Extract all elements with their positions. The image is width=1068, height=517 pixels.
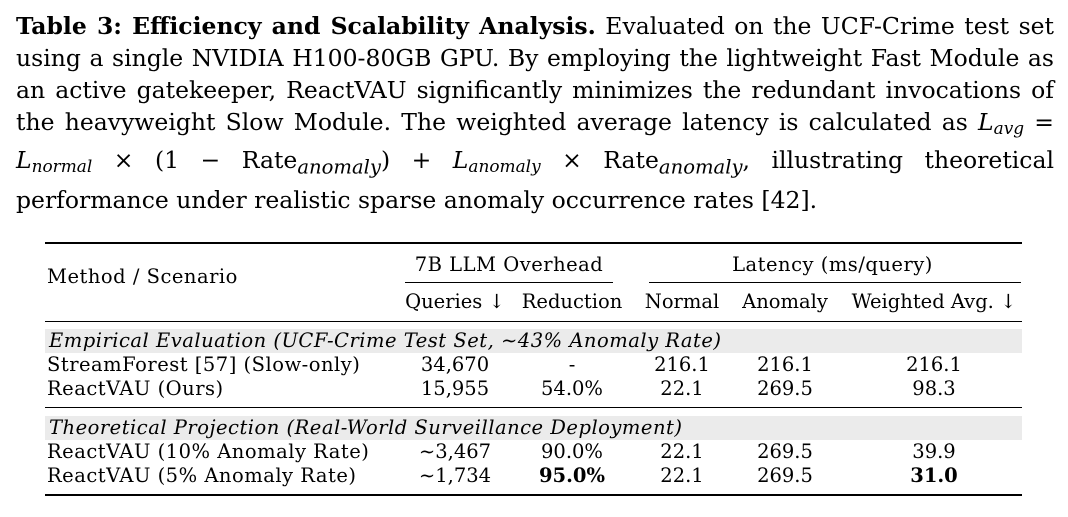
row-normal: 22.1 bbox=[660, 464, 704, 487]
section-rule bbox=[45, 407, 1022, 408]
row-reduction-best: 95.0% bbox=[538, 464, 606, 487]
row-queries: 15,955 bbox=[420, 377, 490, 400]
header-queries: Queries ↓ bbox=[405, 290, 505, 313]
row-normal: 22.1 bbox=[660, 440, 704, 463]
row-weighted: 216.1 bbox=[906, 353, 962, 376]
formula-lanomaly: $L_{anomaly}$ bbox=[452, 146, 541, 177]
formula-rate-1: Rate$_{anomaly}$ bbox=[241, 146, 381, 179]
row-reduction: 54.0% bbox=[541, 377, 603, 400]
section-theoretical: Theoretical Projection (Real-World Surveillance Deployment) bbox=[49, 416, 683, 439]
caption-text-1: Evaluated on the UCF-Crime test set using a single NVIDIA H100-80GB GPU. By employing the lightweight Fast Module as an active gatekeeper, ReactVAU significantly minimizes the redundant invocations of the heavyweight Slow Module. The weighted average latency is calculated as bbox=[16, 12, 1054, 136]
latency-cmidrule bbox=[649, 282, 1021, 283]
bottom-rule bbox=[45, 494, 1022, 496]
header-method: Method / Scenario bbox=[47, 265, 238, 288]
header-weighted: Weighted Avg. ↓ bbox=[851, 290, 1017, 313]
overhead-cmidrule bbox=[405, 282, 613, 283]
row-weighted: 98.3 bbox=[912, 377, 956, 400]
formula-rate-2: Rate$_{anomaly}$ bbox=[603, 146, 743, 179]
row-anomaly: 269.5 bbox=[757, 377, 813, 400]
row-method: ReactVAU (5% Anomaly Rate) bbox=[47, 464, 357, 487]
row-normal: 22.1 bbox=[660, 377, 704, 400]
row-normal: 216.1 bbox=[654, 353, 710, 376]
header-group-overhead: 7B LLM Overhead bbox=[414, 253, 604, 276]
caption-title: Table 3: Efficiency and Scalability Analysis. bbox=[16, 12, 596, 40]
row-reduction: 90.0% bbox=[541, 440, 603, 463]
formula-lavg: $L_{avg}$ bbox=[978, 108, 1025, 139]
header-group-latency: Latency (ms/query) bbox=[732, 253, 933, 276]
row-weighted: 39.9 bbox=[912, 440, 956, 463]
row-method: StreamForest [57] (Slow-only) bbox=[47, 353, 361, 376]
row-weighted-best: 31.0 bbox=[910, 464, 958, 487]
formula-lnormal: $L_{normal}$ bbox=[16, 146, 93, 177]
row-method: ReactVAU (Ours) bbox=[47, 377, 224, 400]
header-anomaly: Anomaly bbox=[742, 290, 828, 313]
row-queries: 34,670 bbox=[420, 353, 490, 376]
row-anomaly: 269.5 bbox=[757, 440, 813, 463]
row-reduction: - bbox=[568, 353, 576, 376]
row-queries: ∼3,467 bbox=[418, 440, 492, 463]
row-method: ReactVAU (10% Anomaly Rate) bbox=[47, 440, 370, 463]
row-queries: ∼1,734 bbox=[418, 464, 492, 487]
section-empirical: Empirical Evaluation (UCF-Crime Test Set, ∼43% Anomaly Rate) bbox=[49, 329, 722, 352]
top-rule bbox=[45, 242, 1022, 244]
row-anomaly: 216.1 bbox=[757, 353, 813, 376]
table-caption: Table 3: Efficiency and Scalability Analysis. Evaluated on the UCF-Crime test set using a single NVIDIA H100-80GB GPU. By employing the lightweight Fast Module as an active gatekeeper, ReactVAU significantly minimizes the redundant invocations of the heavyweight Slow Module. The weighted average latency is calculated as $L_{avg} = L_{normal} \times (1$ − Rate$_{anomaly}$) + $L_{anomaly}$ × Rate$_{anomaly}$, illustrating theoretical performance under realistic sparse anomaly occurrence rates [42]. bbox=[16, 12, 1055, 214]
caption-text-2: , illustrating theoretical performance under realistic sparse anomaly occurrence rates [42]. bbox=[16, 146, 1054, 214]
header-rule bbox=[45, 321, 1022, 322]
row-anomaly: 269.5 bbox=[757, 464, 813, 487]
header-reduction: Reduction bbox=[521, 290, 623, 313]
header-normal: Normal bbox=[644, 290, 720, 313]
